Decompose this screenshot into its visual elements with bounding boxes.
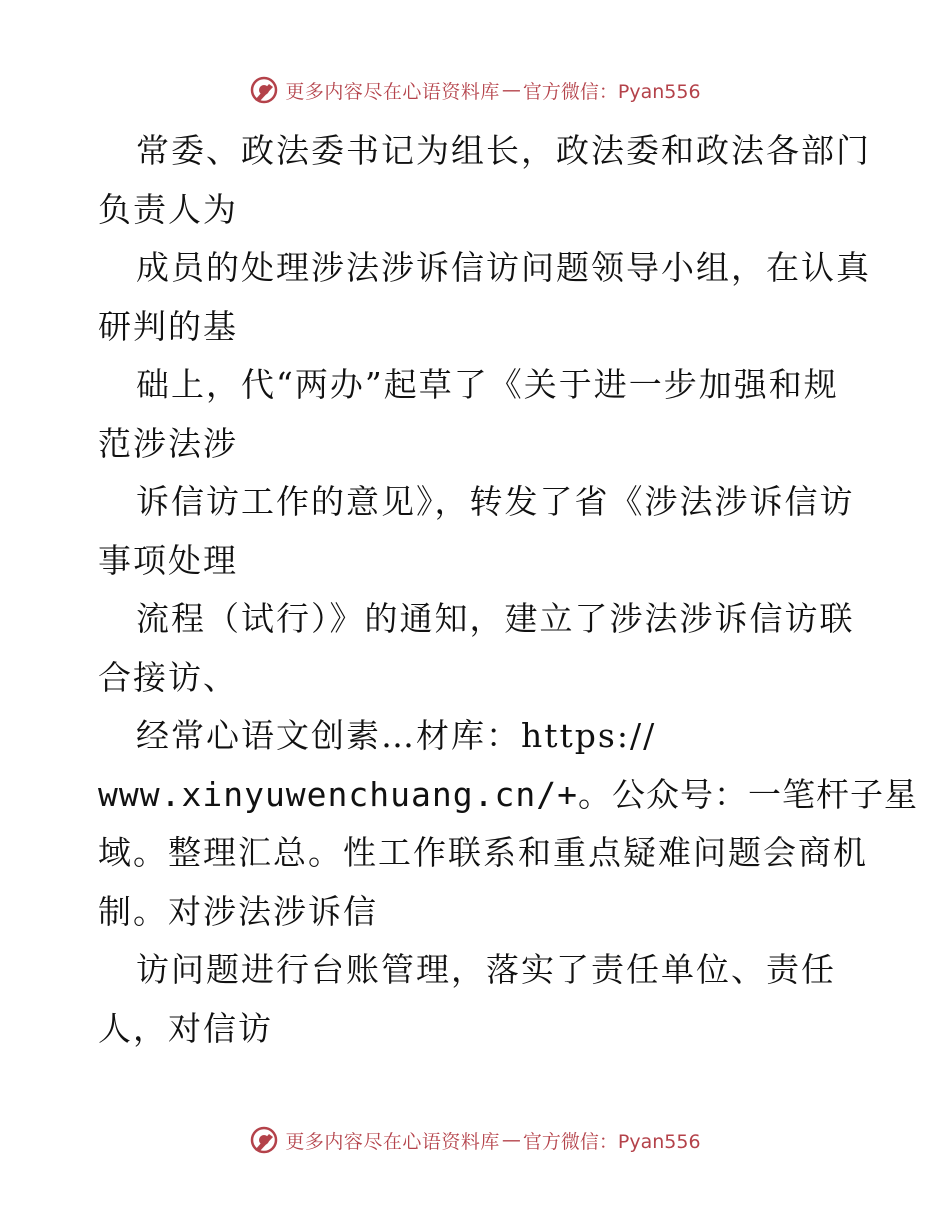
text-line: 域。整理汇总。性工作联系和重点疑难问题会商机 bbox=[98, 833, 868, 872]
text-line: 研判的基 bbox=[98, 306, 238, 346]
text-line: www.xinyuwenchuang.cn/+。公众号：一笔杆子星 bbox=[98, 774, 918, 814]
banner-text: 更多内容尽在心语资料库 bbox=[285, 80, 500, 103]
text-line: 事项处理 bbox=[98, 540, 238, 580]
text-line: 范涉法涉 bbox=[98, 423, 238, 463]
banner-wechat: 官方微信：Pyan556 bbox=[522, 1130, 701, 1153]
text-line: 合接访、 bbox=[98, 657, 238, 697]
banner-separator: — bbox=[501, 79, 521, 101]
text-line: 经常心语文创素…材库：https:// bbox=[136, 716, 657, 755]
pen-logo-icon bbox=[249, 1125, 279, 1155]
text-line: 础上，代“两办”起草了《关于进一步加强和规 bbox=[136, 365, 839, 404]
banner-text: 更多内容尽在心语资料库 bbox=[285, 1130, 500, 1153]
banner-separator: — bbox=[501, 1129, 521, 1151]
text-line: 流程（试行）》的通知，建立了涉法涉诉信访联 bbox=[136, 599, 855, 638]
pen-logo-icon bbox=[249, 75, 279, 105]
text-line: 制。对涉法涉诉信 bbox=[98, 891, 378, 931]
text-line: 访问题进行台账管理，落实了责任单位、责任 bbox=[136, 950, 836, 989]
text-line: 常委、政法委书记为组长，政法委和政法各部门 bbox=[136, 131, 871, 170]
text-line: 人，对信访 bbox=[98, 1008, 273, 1048]
text-line: 成员的处理涉法涉诉信访问题领导小组，在认真 bbox=[136, 248, 871, 287]
banner-wechat: 官方微信：Pyan556 bbox=[522, 80, 701, 103]
text-line: 诉信访工作的意见》，转发了省《涉法涉诉信访 bbox=[136, 482, 855, 521]
header-banner bbox=[0, 70, 950, 110]
text-line: 负责人为 bbox=[98, 189, 238, 229]
document-body bbox=[98, 122, 918, 1058]
footer-banner bbox=[0, 1120, 950, 1160]
